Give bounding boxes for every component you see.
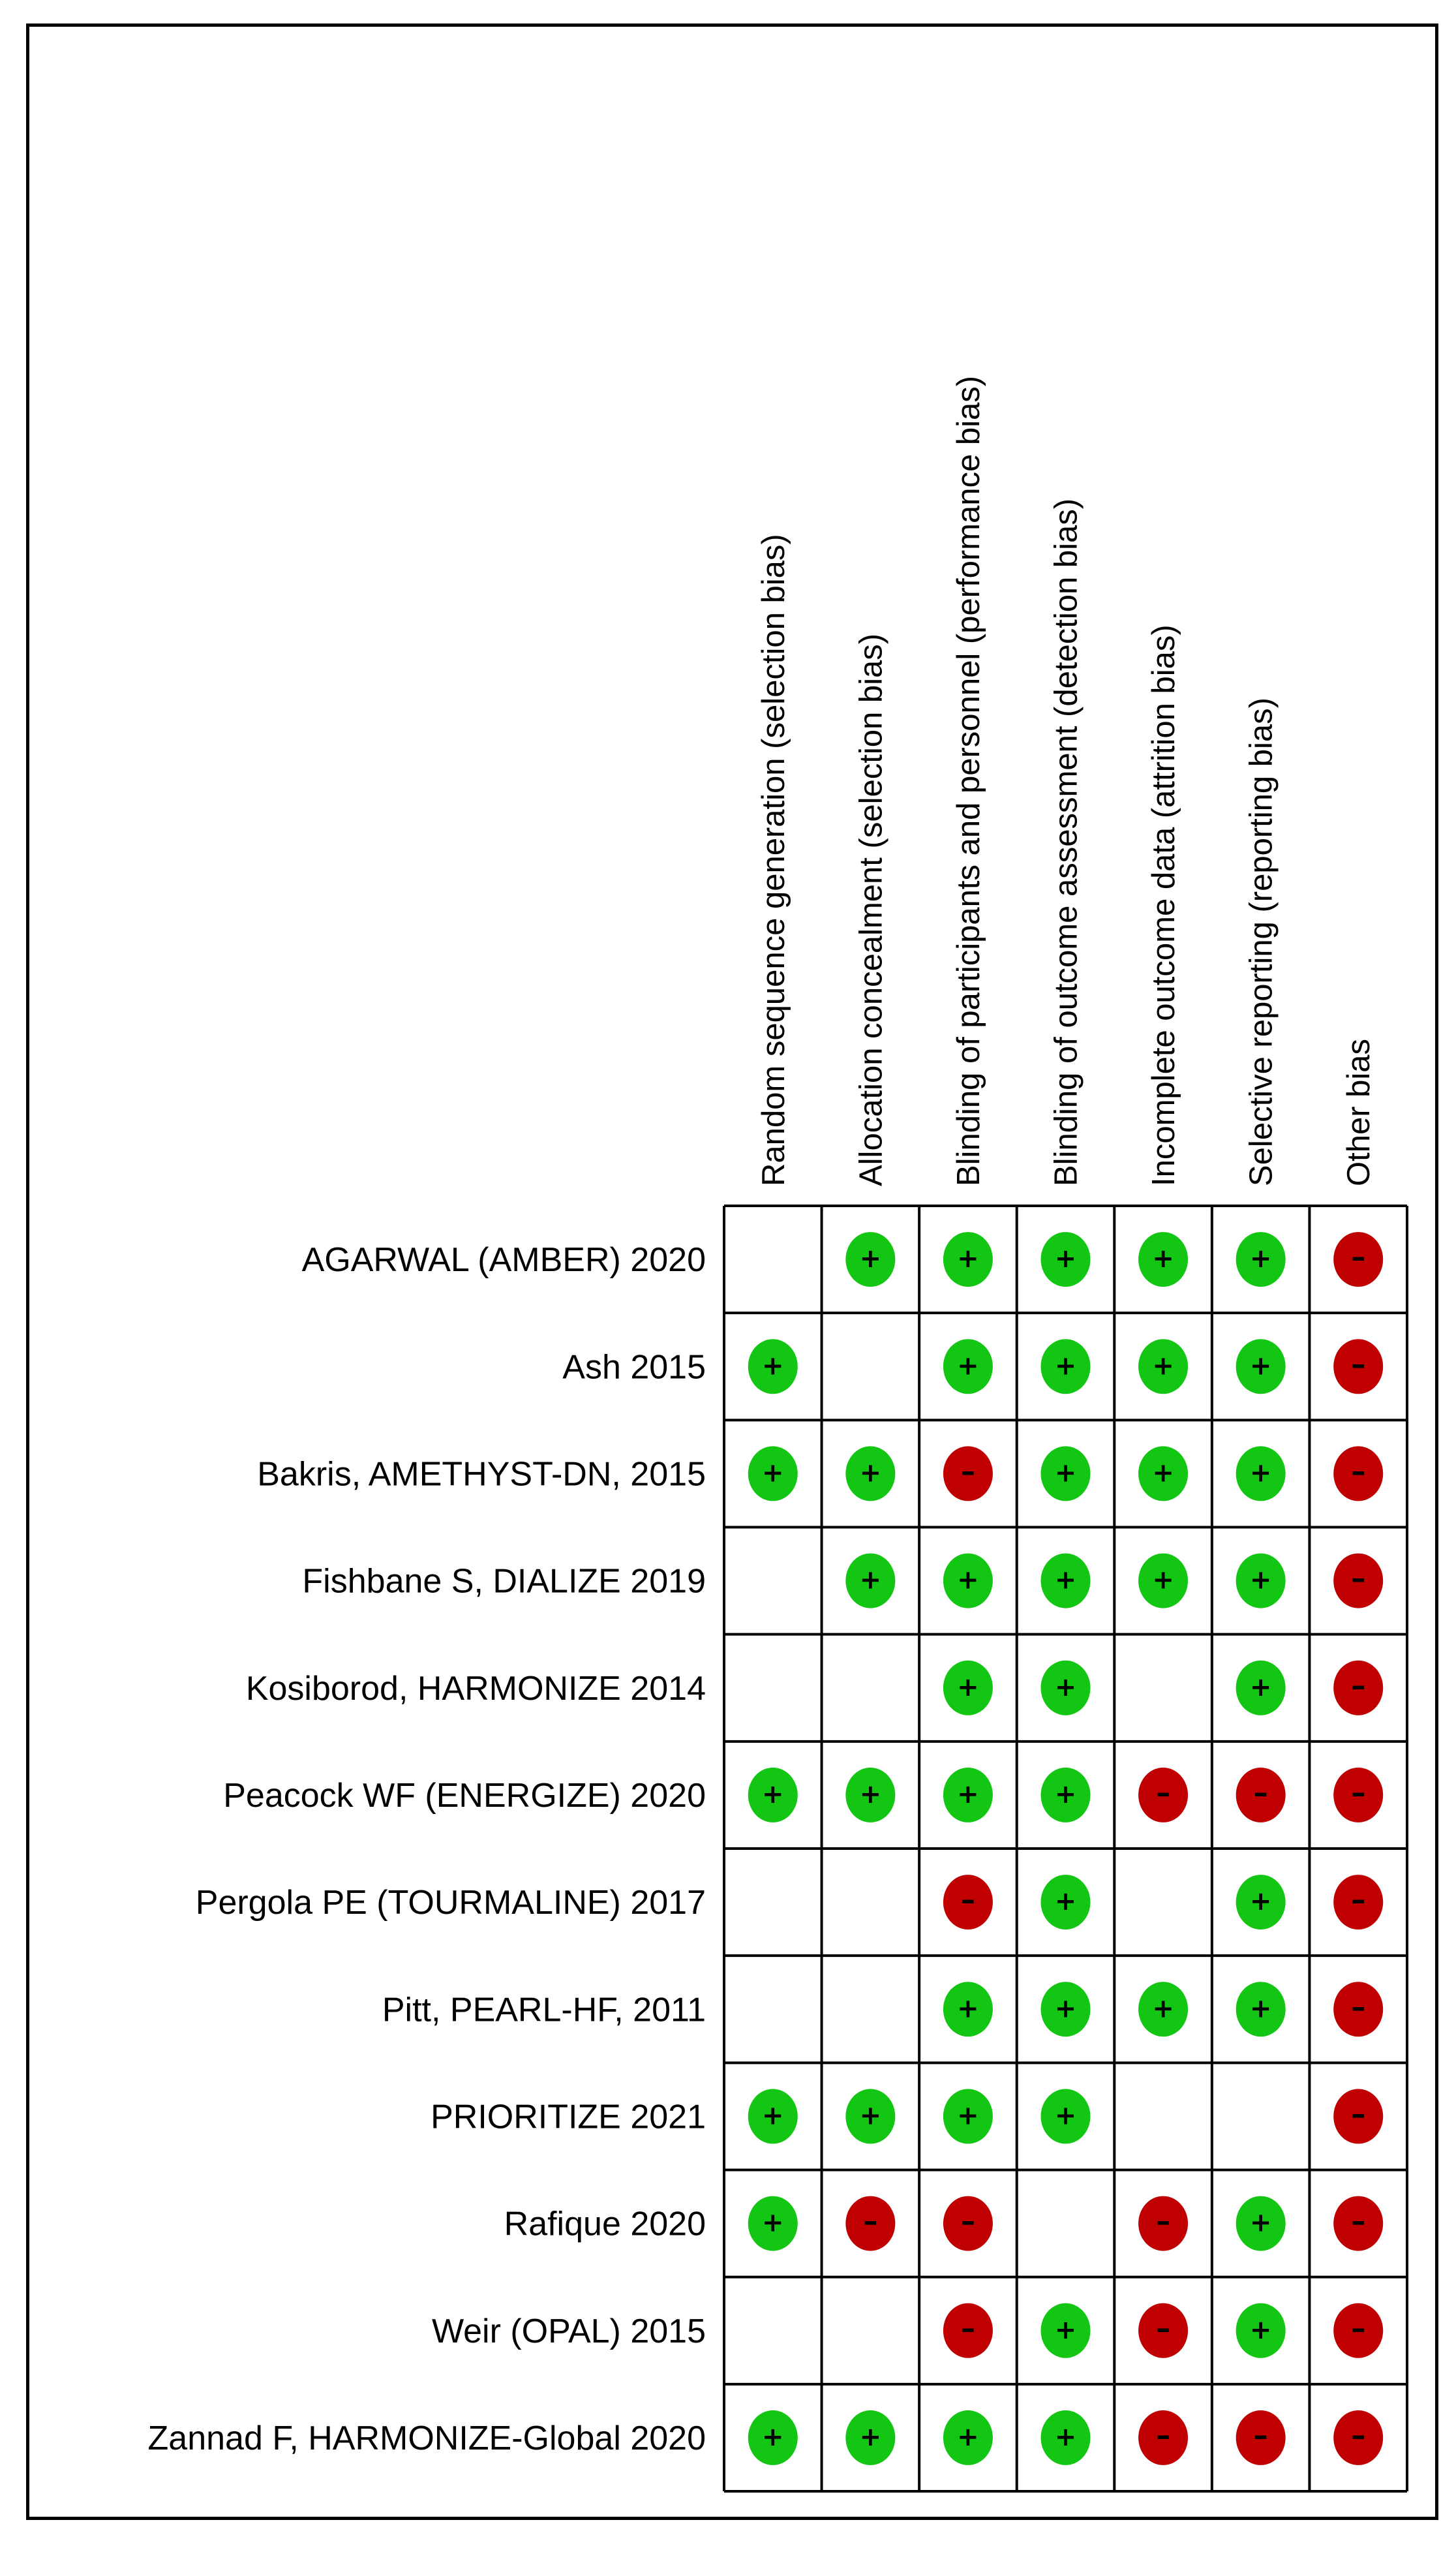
column-header: Selective reporting (reporting bias) bbox=[1243, 698, 1279, 1186]
plus-icon: + bbox=[762, 1351, 784, 1381]
minus-icon: – bbox=[1156, 2311, 1171, 2345]
minus-icon: – bbox=[863, 2204, 878, 2238]
plus-icon: + bbox=[1054, 2421, 1077, 2452]
minus-icon: – bbox=[1351, 1561, 1366, 1595]
study-label: Fishbane S, DIALIZE 2019 bbox=[302, 1562, 706, 1601]
plus-icon: + bbox=[1054, 1351, 1077, 1381]
minus-icon: – bbox=[1351, 1775, 1366, 1809]
study-label: Peacock WF (ENERGIZE) 2020 bbox=[223, 1776, 706, 1815]
plus-icon: + bbox=[1249, 1458, 1272, 1488]
study-label: Zannad F, HARMONIZE-Global 2020 bbox=[147, 2419, 706, 2457]
study-label: Kosiborod, HARMONIZE 2014 bbox=[245, 1669, 706, 1708]
minus-icon: – bbox=[1351, 1454, 1366, 1488]
plus-icon: + bbox=[1152, 1351, 1174, 1381]
minus-icon: – bbox=[1351, 2311, 1366, 2345]
column-header: Other bias bbox=[1341, 1038, 1377, 1186]
plus-icon: + bbox=[1054, 1244, 1077, 1274]
plus-icon: + bbox=[859, 1565, 882, 1595]
plus-icon: + bbox=[1152, 1244, 1174, 1274]
minus-icon: – bbox=[960, 2204, 975, 2238]
plus-icon: + bbox=[859, 2100, 882, 2131]
plus-icon: + bbox=[762, 1458, 784, 1488]
minus-icon: – bbox=[1253, 2418, 1268, 2452]
plus-icon: + bbox=[957, 1351, 979, 1381]
minus-icon: – bbox=[1351, 1990, 1366, 2024]
minus-icon: – bbox=[960, 1883, 975, 1917]
plus-icon: + bbox=[1249, 2314, 1272, 2345]
column-header: Blinding of outcome assessment (detection bias) bbox=[1048, 498, 1084, 1186]
plus-icon: + bbox=[1054, 1886, 1077, 1917]
plus-icon: + bbox=[1152, 1993, 1174, 2024]
plus-icon: + bbox=[1249, 1244, 1272, 1274]
minus-icon: – bbox=[1351, 1240, 1366, 1274]
study-label: AGARWAL (AMBER) 2020 bbox=[301, 1241, 706, 1280]
study-label: Pitt, PEARL-HF, 2011 bbox=[382, 1991, 706, 2029]
minus-icon: – bbox=[1351, 2204, 1366, 2238]
plus-icon: + bbox=[1054, 1779, 1077, 1809]
plus-icon: + bbox=[762, 2100, 784, 2131]
plus-icon: + bbox=[859, 1458, 882, 1488]
column-header: Incomplete outcome data (attrition bias) bbox=[1146, 624, 1182, 1186]
column-header: Random sequence generation (selection bias) bbox=[755, 534, 791, 1186]
plus-icon: + bbox=[957, 2100, 979, 2131]
study-label: Weir (OPAL) 2015 bbox=[431, 2312, 706, 2350]
plus-icon: + bbox=[762, 2207, 784, 2238]
study-label: Pergola PE (TOURMALINE) 2017 bbox=[195, 1884, 706, 1922]
plus-icon: + bbox=[1249, 1565, 1272, 1595]
plus-icon: + bbox=[1152, 1458, 1174, 1488]
plus-icon: + bbox=[1249, 1993, 1272, 2024]
plus-icon: + bbox=[957, 1993, 979, 2024]
column-header: Blinding of participants and personnel (performance bias) bbox=[950, 375, 986, 1186]
minus-icon: – bbox=[1156, 2418, 1171, 2452]
minus-icon: – bbox=[1156, 2204, 1171, 2238]
plus-icon: + bbox=[957, 1244, 979, 1274]
study-label: Rafique 2020 bbox=[504, 2205, 706, 2243]
plus-icon: + bbox=[1054, 2100, 1077, 2131]
plus-icon: + bbox=[957, 2421, 979, 2452]
plus-icon: + bbox=[1152, 1565, 1174, 1595]
plus-icon: + bbox=[1054, 1672, 1077, 1702]
minus-icon: – bbox=[1351, 2097, 1366, 2131]
minus-icon: – bbox=[1351, 2418, 1366, 2452]
plus-icon: + bbox=[859, 1244, 882, 1274]
plus-icon: + bbox=[1249, 2207, 1272, 2238]
minus-icon: – bbox=[1351, 1883, 1366, 1917]
minus-icon: – bbox=[960, 2311, 975, 2345]
minus-icon: – bbox=[1351, 1347, 1366, 1381]
plus-icon: + bbox=[1054, 1993, 1077, 2024]
plus-icon: + bbox=[957, 1672, 979, 1702]
plus-icon: + bbox=[957, 1565, 979, 1595]
minus-icon: – bbox=[1156, 1775, 1171, 1809]
study-label: PRIORITIZE 2021 bbox=[431, 2098, 706, 2136]
plus-icon: + bbox=[1249, 1351, 1272, 1381]
plus-icon: + bbox=[1054, 2314, 1077, 2345]
minus-icon: – bbox=[1253, 1775, 1268, 1809]
study-label: Ash 2015 bbox=[562, 1348, 706, 1387]
minus-icon: – bbox=[960, 1454, 975, 1488]
plus-icon: + bbox=[1249, 1886, 1272, 1917]
plus-icon: + bbox=[859, 1779, 882, 1809]
plus-icon: + bbox=[859, 2421, 882, 2452]
plus-icon: + bbox=[1054, 1565, 1077, 1595]
column-header: Allocation concealment (selection bias) bbox=[853, 633, 889, 1186]
minus-icon: – bbox=[1351, 1668, 1366, 1702]
plus-icon: + bbox=[1249, 1672, 1272, 1702]
plus-icon: + bbox=[762, 2421, 784, 2452]
plus-icon: + bbox=[762, 1779, 784, 1809]
study-label: Bakris, AMETHYST-DN, 2015 bbox=[257, 1455, 706, 1494]
plus-icon: + bbox=[957, 1779, 979, 1809]
plus-icon: + bbox=[1054, 1458, 1077, 1488]
